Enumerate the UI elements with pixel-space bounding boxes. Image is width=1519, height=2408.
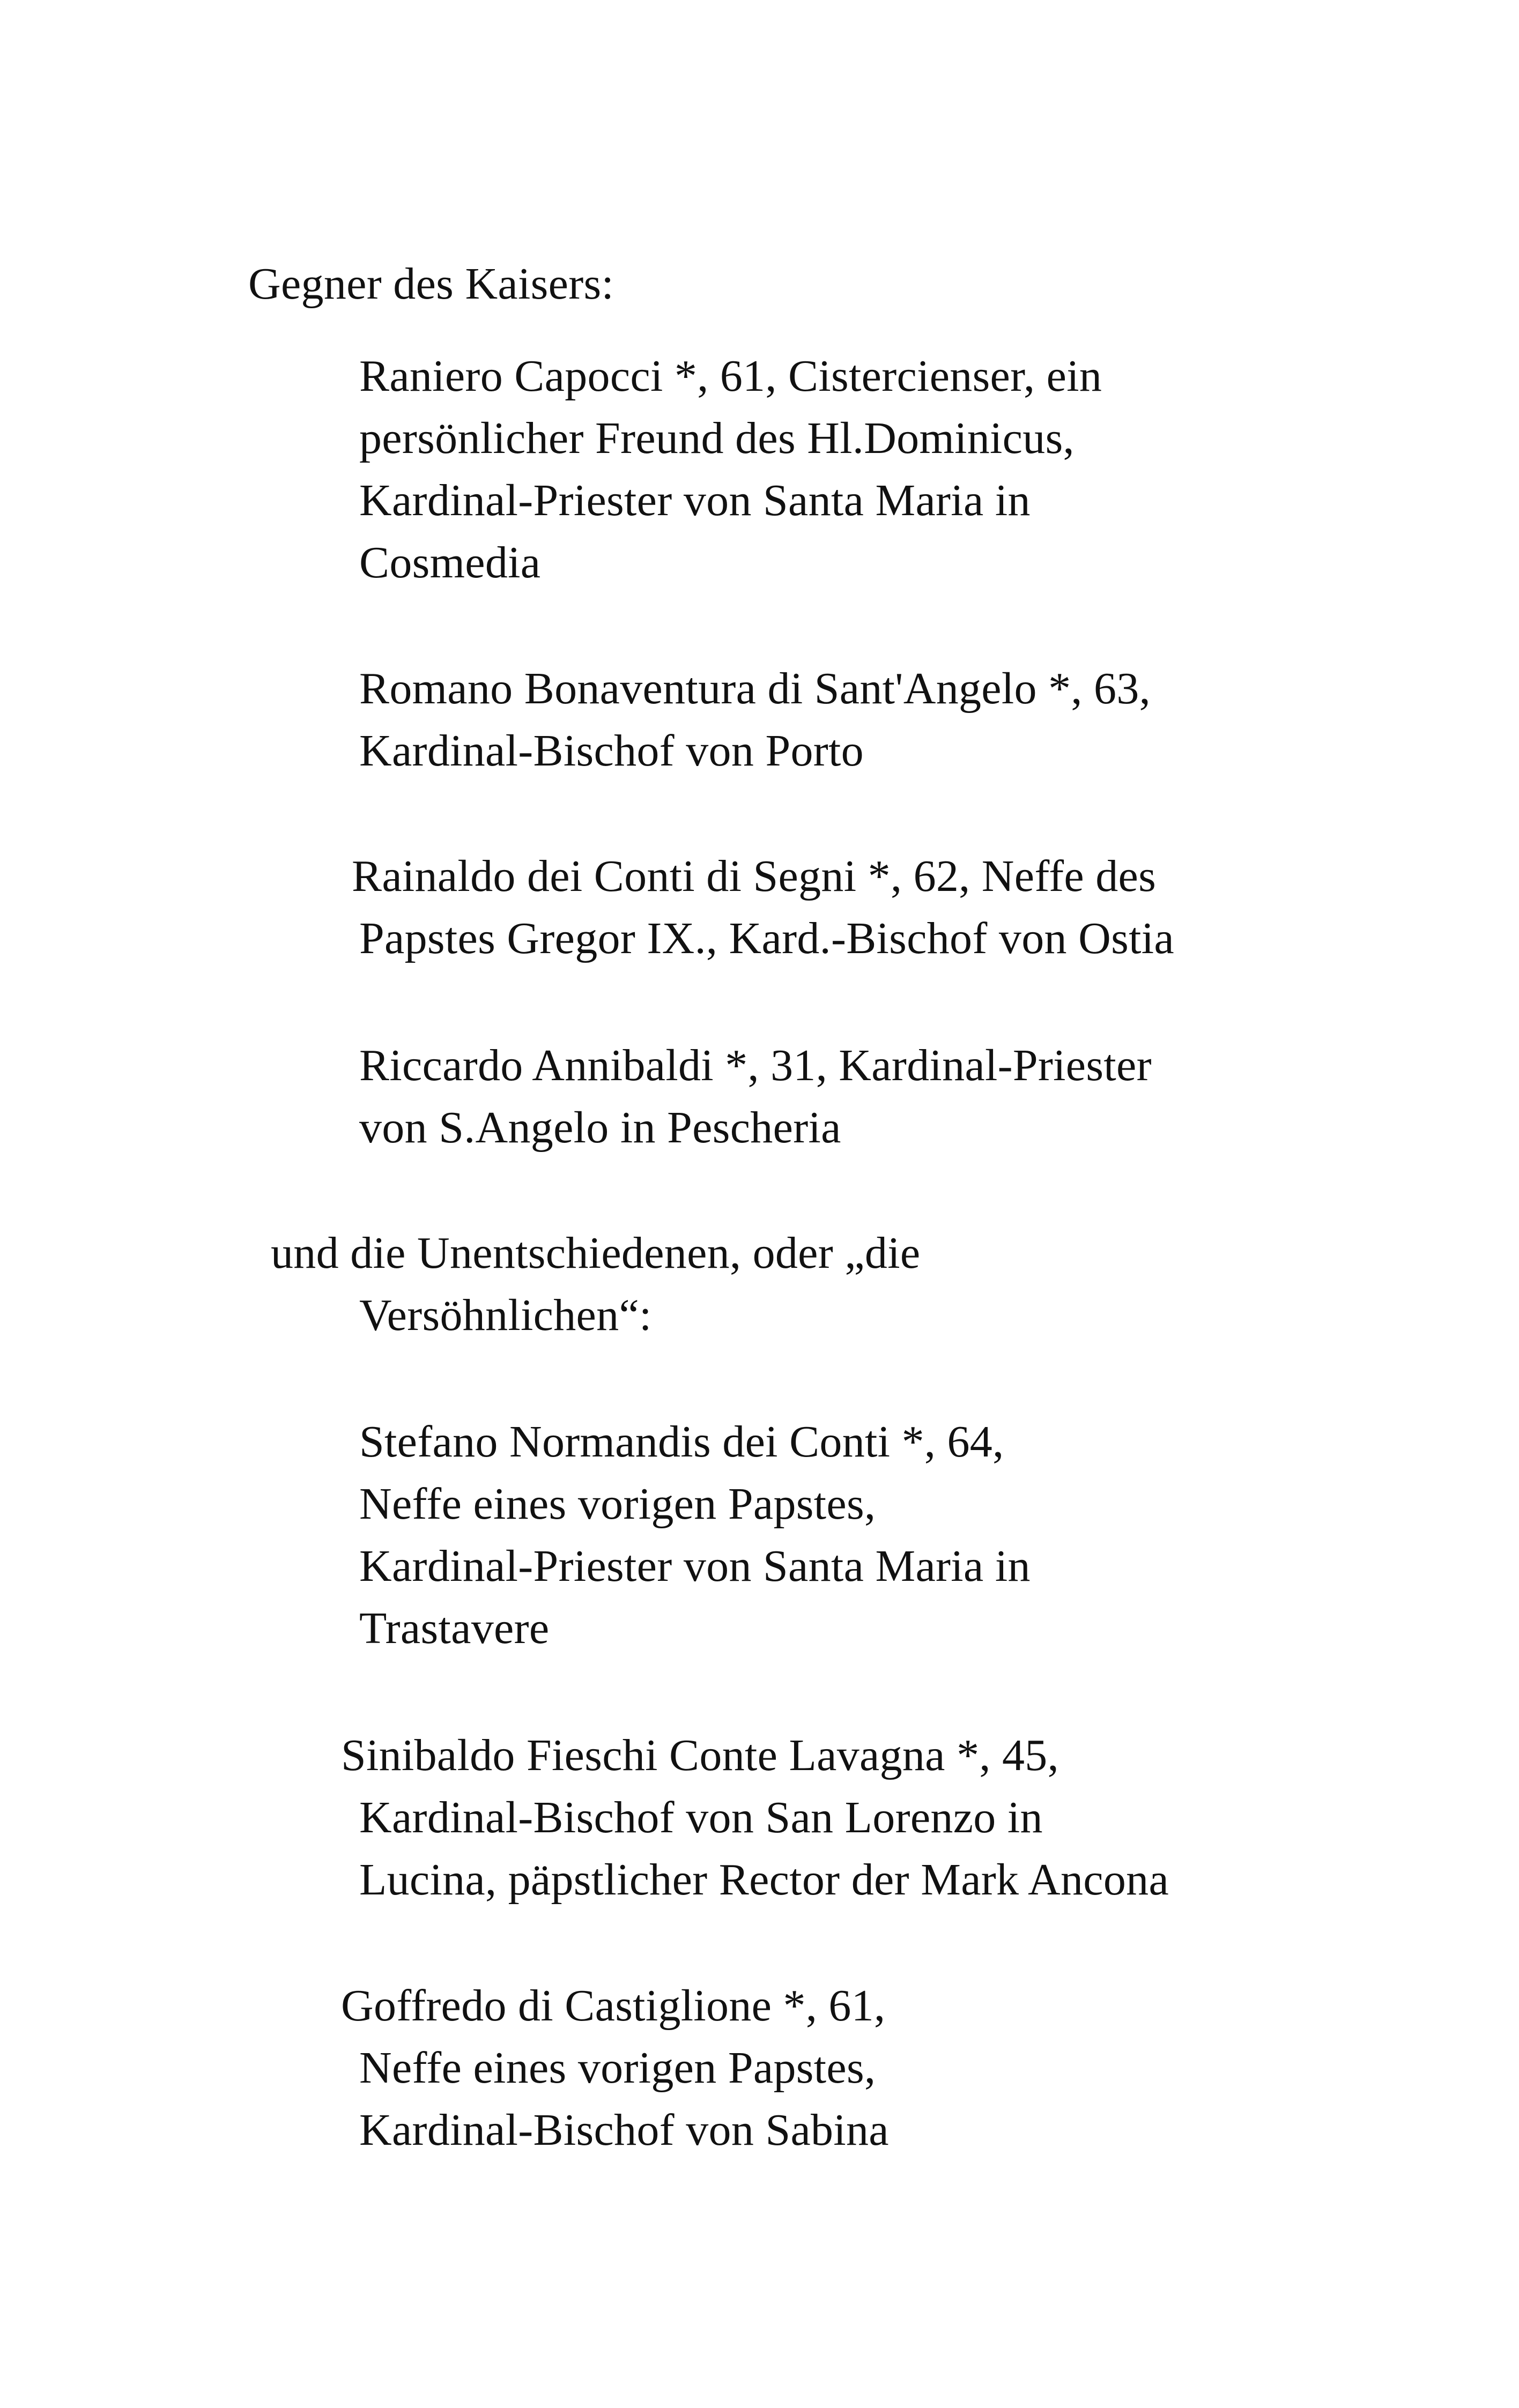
opponent-1-line-1: Raniero Capocci *, 61, Cistercienser, ein <box>359 351 1102 401</box>
opponent-4-line-2: von S.Angelo in Pescheria <box>359 1103 841 1153</box>
undecided-2-line-1: Sinibaldo Fieschi Conte Lavagna *, 45, <box>341 1730 1059 1780</box>
opponent-3-line-1: Rainaldo dei Conti di Segni *, 62, Neffe des <box>352 851 1157 901</box>
undecided-1-line-3: Kardinal-Priester von Santa Maria in <box>359 1541 1031 1591</box>
undecided-1-line-2: Neffe eines vorigen Papstes, <box>359 1479 876 1529</box>
opponent-4-line-1: Riccardo Annibaldi *, 31, Kardinal-Priester <box>359 1041 1152 1090</box>
undecided-3-line-2: Neffe eines vorigen Papstes, <box>359 2043 876 2093</box>
undecided-1-line-1: Stefano Normandis dei Conti *, 64, <box>359 1417 1004 1467</box>
undecided-3-line-1: Goffredo di Castiglione *, 61, <box>341 1981 886 2031</box>
opponent-3-line-2: Papstes Gregor IX., Kard.-Bischof von Ostia <box>359 913 1174 963</box>
opponent-2-line-1: Romano Bonaventura di Sant'Angelo *, 63, <box>359 664 1151 714</box>
undecided-2-line-3: Lucina, päpstlicher Rector der Mark Ancona <box>359 1855 1169 1905</box>
heading-undecided-line-1: und die Unentschiedenen, oder „die <box>271 1228 921 1278</box>
undecided-2-line-2: Kardinal-Bischof von San Lorenzo in <box>359 1793 1043 1842</box>
opponent-1-line-3: Kardinal-Priester von Santa Maria in <box>359 475 1031 525</box>
opponent-1-line-2: persönlicher Freund des Hl.Dominicus, <box>359 413 1075 463</box>
heading-opponents: Gegner des Kaisers: <box>248 259 614 309</box>
undecided-3-line-3: Kardinal-Bischof von Sabina <box>359 2105 889 2155</box>
opponent-2-line-2: Kardinal-Bischof von Porto <box>359 726 864 776</box>
undecided-1-line-4: Trastavere <box>359 1603 550 1653</box>
opponent-1-line-4: Cosmedia <box>359 538 541 588</box>
heading-undecided-line-2: Versöhnlichen“: <box>359 1290 652 1340</box>
